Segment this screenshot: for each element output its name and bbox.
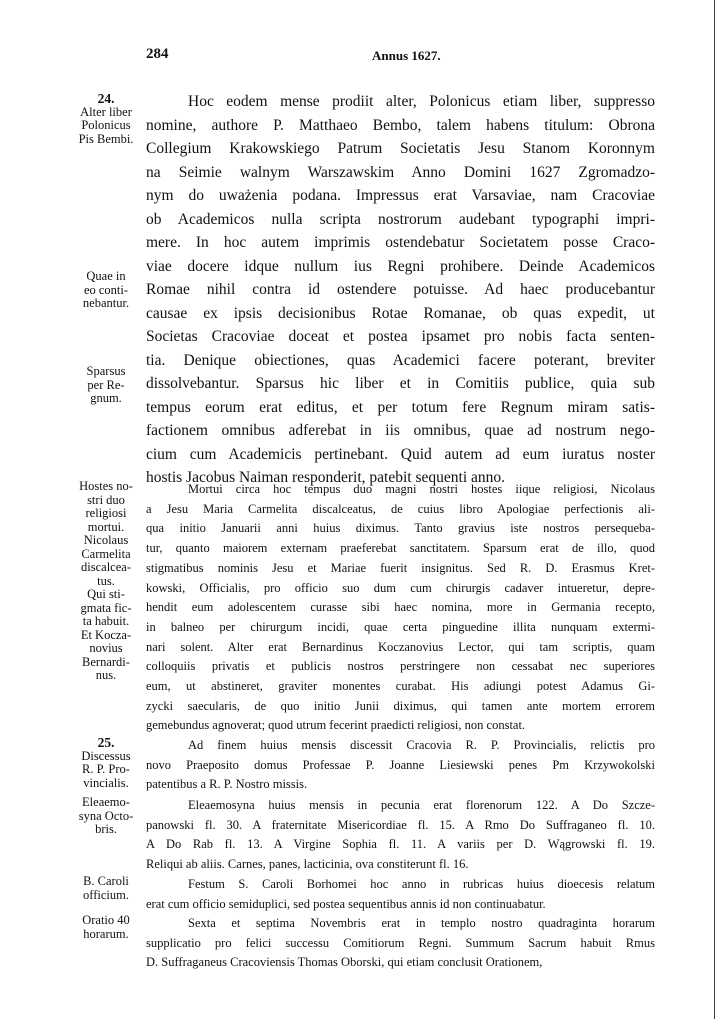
text-line: tia. Denique obiectiones, quas Academici facere poterant, breviter [146,351,655,369]
margin-note-line: bris. [95,822,117,836]
text-line: D. Suffraganeus Cracoviensis Thomas Oborski, qui etiam conclusit Orationem, [146,955,543,970]
text-line: nym do uważenia podana. Impressus erat Varsaviae, nam Cracoviae [146,187,655,204]
margin-note-line: Discessus [81,748,131,763]
margin-note-line: horarum. [83,926,129,941]
text-line: Hoc eodem mense prodiit alter, Polonicus etiam liber, suppresso [188,93,655,110]
margin-note [70,796,142,837]
text-line: kowski, Officialis, pro officio suo dum cum chirurgis cadaver intueretur, depre- [146,580,655,595]
margin-note-line: stri duo [87,492,125,507]
text-line: Mortui circa hoc tempus duo magni nostri hostes iique religiosi, Nicolaus [188,482,655,496]
text-line: ob Academicos nulla scripta nostrorum audebant typographi impri- [146,210,655,228]
text-line: factionem omnibus adferebat in iis omnibus, quae ad nostrum nego- [146,422,655,439]
margin-note-line: per Re- [87,377,125,392]
margin-note-line: R. P. Pro- [82,762,130,776]
margin-note-line: Eleaemo- [82,795,130,809]
margin-note-line: B. Caroli [83,874,129,888]
margin-note-line: officium. [83,887,129,902]
text-line: Reliqui ab aliis. Carnes, panes, lacticinia, ova constiterunt fl. 16. [146,857,469,872]
margin-note-line: syna Octo- [78,808,134,823]
text-line: zycki saecularis, de quo initio Junii diximus, qui tamen ante mortem errorem [146,698,655,713]
text-line: stigmatibus nominis Jesu et Mariae fuerit insignitus. Sed R. D. Erasmus Kret- [146,560,655,575]
text-line: patentibus a R. P. Nostro missis. [146,777,308,792]
margin-note-line: Pis Bembi. [78,131,134,146]
margin-note-line: nus. [95,668,117,682]
text-line: causae ex ipsis decisionibus Rotae Romanae, ob quas expedit, ut [146,304,655,322]
text-line: Romae nihil contra id ostendere potuisse. Ad haec producebantur [146,281,655,298]
text-line: viae docere idque nullum ius Regni prohibere. Deinde Academicos [146,257,655,275]
paragraph [146,875,655,914]
margin-note [70,365,142,406]
margin-note [70,875,142,902]
margin-note-line: Polonicus [81,118,131,132]
text-line: hendit eum adolescentem curasse sibi haec nomina, more in Germania recepto, [146,600,655,615]
margin-note-line: gnum. [90,391,122,405]
text-line: tur, quanto maiorem externam praeferebat sanctitatem. Sparsum erat de illo, quod [146,541,655,556]
margin-note [70,914,142,941]
text-line: supplicatio pro felici successu Comitiorum Regni. Summum Sacrum habuit Rmus [146,935,655,950]
margin-note-line: ta habuit. [82,614,130,628]
paragraph [146,90,655,490]
text-line: panowski fl. 30. A fraternitate Misericordiae fl. 15. A Rmo Do Suffraganeo fl. 10. [146,817,655,832]
margin-note [70,480,142,683]
text-line: Festum S. Caroli Borhomei hoc anno in rubricas huius dioecesis relatum [188,877,655,891]
text-line: eum, ut abstineret, graviter monentes curabat. His adiungi potest Adamus Gi- [146,679,655,694]
text-line: gemebundus agnoverat; quod utrum fecerint praedicti religiosi, non constat. [146,718,526,733]
margin-note-line: tus. [97,573,115,588]
text-line: Eleaemosyna huius mensis in pecunia erat florenorum 122. A Do Szcze- [188,798,655,812]
margin-note-line: Hostes no- [79,479,133,493]
margin-note [70,736,142,790]
text-line: qua initio Januarii anni huius diximus. Tanto gravius iste nostros persequeba- [146,521,655,536]
text-line: mere. In hoc autem imprimis ostendebatur Societatem posse Craco- [146,234,655,251]
text-line: a Jesu Maria Carmelita discalceatus, de cuius libro Apologiae perfectionis ali- [146,501,655,516]
margin-note-line: Nicolaus [83,533,129,547]
paragraph [146,480,655,736]
margin-note [70,92,142,146]
margin-note-line: 25. [97,735,115,750]
text-line: hostis Jacobus Naiman responderit, patebit sequenti anno. [146,469,506,486]
margin-note-line: Oratio 40 [82,913,130,927]
text-line: nari solent. Alter erat Bernardinus Koczanovius Lector, qui tam scriptis, quam [146,639,655,654]
text-line: Collegium Krakowskiego Patrum Societatis Jesu Stanom Koronnym [146,140,655,157]
text-line: nomine, authore P. Matthaeo Bembo, talem habens titulum: Obrona [146,116,655,134]
margin-note-line: gmata fic- [80,600,132,615]
text-line: tempus eorum erat editus, et per totum fere Regnum miram satis- [146,398,655,416]
margin-note-line: Bernardi- [82,654,130,669]
margin-note-line: mortui. [87,519,125,534]
text-line: Ad finem huius mensis discessit Cracovia R. P. Provincialis, relictis pro [188,738,655,752]
text-line: cium cum Academicis pertinebant. Quid autem ad eum iuratus noster [146,445,655,463]
page-number: 284 [146,46,169,62]
text-line: dissolvebantur. Sparsus hic liber et in Comitiis publice, quia sub [146,375,655,392]
margin-note-line: Qui sti- [87,587,125,601]
text-line: A Do Rab fl. 13. A Virgine Sophia fl. 11. A variis per D. Wągrowski fl. 19. [146,837,655,852]
margin-note-line: Et Kocza- [80,627,132,642]
text-line: erat cum officio semiduplici, sed postea sequentibus annis id non continuabatur. [146,896,546,911]
paragraph [146,796,655,875]
margin-note-line: discalcea- [81,560,131,574]
running-title: Annus 1627. [372,48,441,63]
margin-note [70,270,142,311]
margin-note-line: religiosi [85,506,127,520]
margin-note-line: nebantur. [82,296,130,310]
margin-note-line: vincialis. [83,775,129,790]
margin-note-line: Carmelita [81,546,131,561]
text-line: in balneo per chirurgum incidi, quae certa pinguedine illita nunquam extermi- [146,619,655,634]
margin-note-line: Sparsus [86,364,126,378]
text-line: colloquiis privatis et publicis nostros perstringere non cessabat nec superiores [146,659,655,674]
margin-note-line: 24. [97,91,115,106]
text-line: Societas Cracoviae doceat et postea ipsamet pro nobis facta senten- [146,328,655,345]
paragraph [146,914,655,973]
text-line: na Seimie walnym Warszawskim Anno Domini 1627 Zgromadzo- [146,163,655,181]
text-line: Sexta et septima Novembris erat in templo nostro quadraginta horarum [188,916,655,930]
margin-note-line: Alter liber [80,104,132,119]
page-edge-line [714,0,715,1019]
margin-note-line: eo conti- [83,282,129,297]
text-line: novo Praeposito domus Professae P. Joanne Liesiewski penes Pm Krzywokolski [146,757,655,772]
paragraph [146,736,655,795]
margin-note-line: Quae in [86,269,126,283]
margin-note-line: novius [89,641,123,655]
